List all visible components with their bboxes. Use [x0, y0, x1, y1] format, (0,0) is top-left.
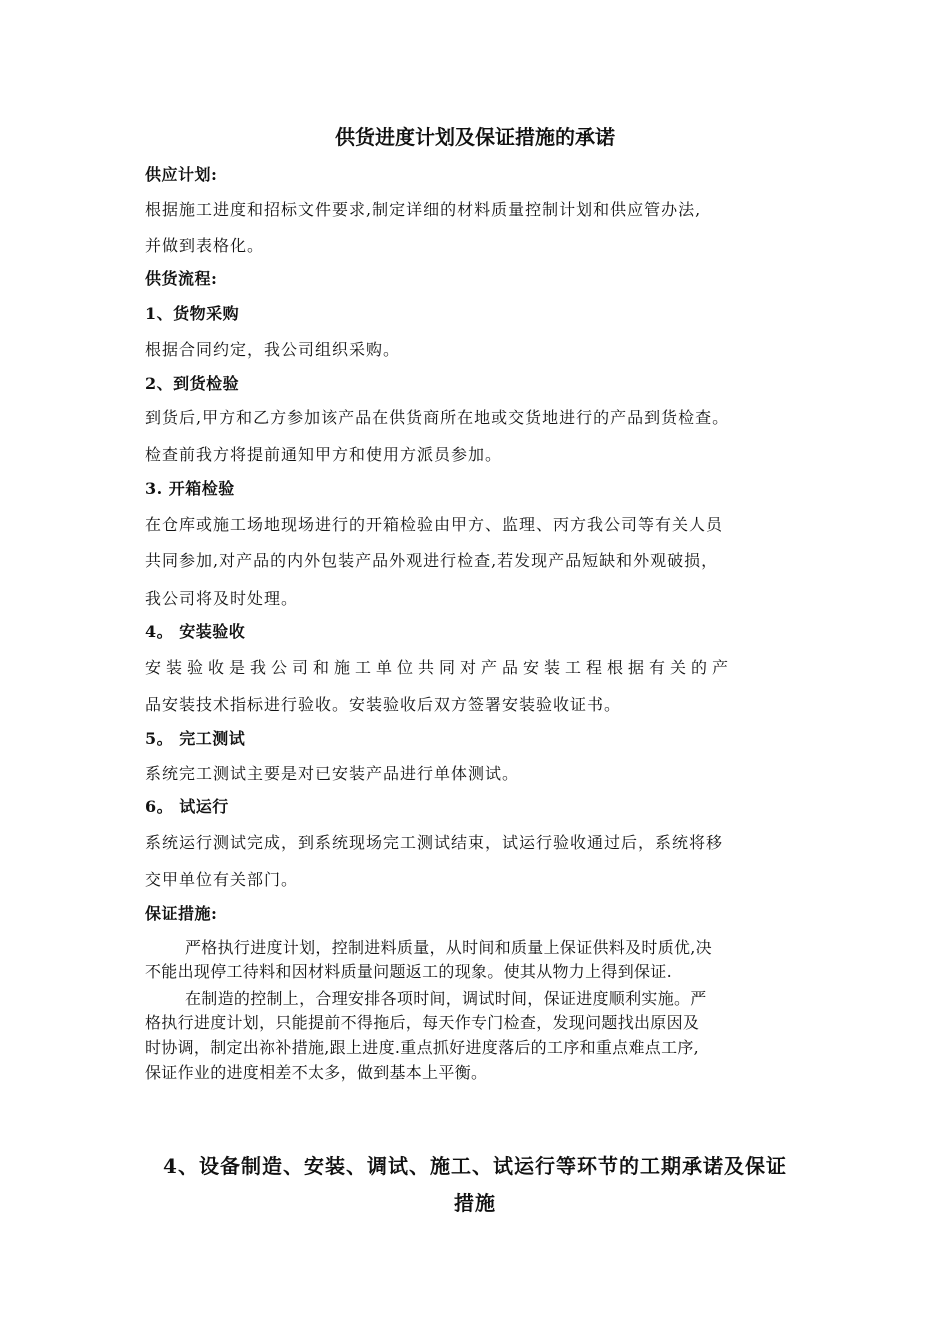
guarantee-line: 严格执行进度计划，控制进料质量，从时间和质量上保证供料及时质优,决 — [185, 938, 712, 957]
supply-plan-line: 并做到表格化。 — [145, 236, 265, 255]
step-line: 系统运行测试完成，到系统现场完工测试结束，试运行验收通过后，系统将移 — [145, 833, 724, 852]
step-line: 检查前我方将提前通知甲方和使用方派员参加。 — [145, 445, 503, 464]
step-heading: 1、货物采购 — [145, 304, 240, 323]
step-line: 根据合同约定，我公司组织采购。 — [145, 340, 401, 359]
guarantee-line: 在制造的控制上，合理安排各项时间，调试时间，保证进度顺利实施。严 — [185, 989, 707, 1008]
guarantee-line: 格执行进度计划，只能提前不得拖后，每天作专门检查，发现问题找出原因及 — [145, 1013, 700, 1032]
guarantee-line: 时协调，制定出祢补措施,跟上进度.重点抓好进度落后的工序和重点难点工序, — [145, 1038, 700, 1057]
step-line: 共同参加,对产品的内外包装产品外观进行检查,若发现产品短缺和外观破损， — [145, 551, 719, 570]
step-line: 到货后,甲方和乙方参加该产品在供货商所在地或交货地进行的产品到货检查。 — [145, 408, 730, 427]
section4-title: 4、设备制造、安装、调试、施工、试运行等环节的工期承诺及保证 — [163, 1154, 787, 1178]
supply-plan-heading: 供应计划: — [145, 165, 218, 184]
step-heading: 5。 完工测试 — [145, 729, 246, 748]
step-line: 系统完工测试主要是对已安装产品进行单体测试。 — [145, 764, 520, 783]
step-line: 我公司将及时处理。 — [145, 589, 299, 608]
guarantee-heading: 保证措施: — [145, 904, 218, 923]
step-heading: 3. 开箱检验 — [145, 479, 235, 498]
guarantee-line: 不能出现停工待料和因材料质量问题返工的现象。使其从物力上得到保证. — [145, 962, 672, 981]
doc-title: 供货进度计划及保证措施的承诺 — [335, 125, 615, 149]
section4-title-cont: 措施 — [454, 1191, 496, 1215]
step-line: 品安装技术指标进行验收。安装验收后双方签署安装验收证书。 — [145, 695, 622, 714]
supply-plan-line: 根据施工进度和招标文件要求,制定详细的材料质量控制计划和供应管办法, — [145, 200, 702, 219]
guarantee-line: 保证作业的进度相差不太多，做到基本上平衡。 — [145, 1063, 488, 1082]
step-line: 安装验收是我公司和施工单位共同对产品安装工程根据有关的产 — [145, 658, 734, 677]
step-heading: 6。 试运行 — [145, 797, 229, 816]
step-line: 在仓库或施工场地现场进行的开箱检验由甲方、监理、丙方我公司等有关人员 — [145, 515, 724, 534]
step-heading: 2、到货检验 — [145, 374, 240, 393]
step-heading: 4。 安装验收 — [145, 622, 246, 641]
step-line: 交甲单位有关部门。 — [145, 870, 299, 889]
flow-heading: 供货流程: — [145, 269, 218, 288]
